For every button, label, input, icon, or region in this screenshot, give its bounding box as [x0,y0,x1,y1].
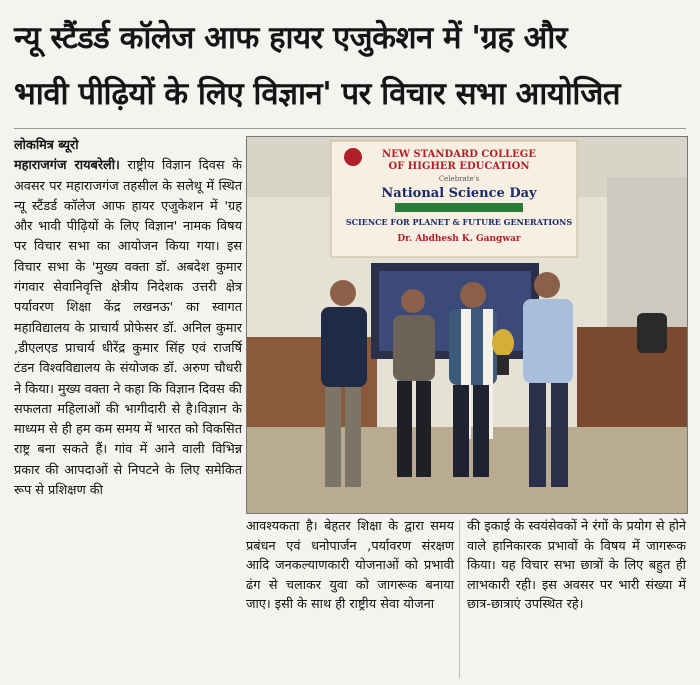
article-column-3 [467,517,686,615]
headline-line-2: भावी पीढ़ियों के लिए विज्ञान' पर विचार सभा आयोजित [14,76,621,112]
article-column-2 [246,517,454,615]
event-photo [246,136,688,514]
banner-college-line-1: NEW STANDARD COLLEGE [382,149,536,160]
event-photo-illustration [247,137,687,513]
banner-theme: SCIENCE FOR PLANET & FUTURE GENERATIONS [345,217,573,227]
banner-college-line-2: OF HIGHER EDUCATION [388,161,530,172]
banner-event-title: National Science Day [381,186,537,201]
article-column-1 [14,136,242,501]
column-1-body: राष्ट्रीय विज्ञान दिवस के अवसर पर महाराजगंज तहसील के सलेथू में स्थित न्यू स्टैंडर्ड कॉलेज आफ हायर एजुकेशन में 'ग्रह और भावी पीढ़ियों के लिए विज्ञान' नामक विषय पर विचार सभा का आयोजन किया गया। इस विचार सभा के 'मुख्य वक्ता डॉ. अबदेश कुमार गंगवार सेवानिवृत्ति क्षेत्रीय निदेशक उत्तरी क्षेत्र पर्यावरण शिक्षा केंद्र लखनऊ' का स्वागत महाविद्यालय के प्राचार्य प्रोफेसर डॉ. अनिल कुमार ,डीएलएड प्राचार्य धीरेंद्र कुमार सिंह एवं राजर्षि टंडन विश्वविद्यालय के संयोजक डॉ. अरुण चौधरी ने किया। मुख्य वक्ता ने कहा कि विज्ञान दिवस की सफलता महिलाओं की भागीदारी से है।विज्ञान के माध्यम से ही हम कम समय में भारत को विकसित राष्ट्र बना सकते हैं। गांव में आने वाली विभिन्न प्रकार की आपदाओं से निपटने के लिए समेकित रूप से प्रशिक्षण की [14,158,242,499]
byline: लोकमित्र ब्यूरो [14,138,79,153]
backpack [637,313,667,353]
dateline: महाराजगंज रायबरेली। [14,158,120,174]
column-2-body: आवश्यकता है। बेहतर शिक्षा के द्वारा समय प्रबंधन एवं धनोपार्जन ,पर्यावरण संरक्षण आदि जनकल्याणकारी योजनाओं को प्रभावी ढंग से चलाकर युवा को जागरूक बनाया जाए। इसी के साथ ही राष्ट्रीय सेवा योजना [246,519,454,612]
column-divider [459,520,460,678]
headline-line-1: न्यू स्टैंडर्ड कॉलेज आफ हायर एजुकेशन में 'ग्रह और [14,20,568,56]
banner-celebrate: Celebrate's [438,175,480,183]
headline [14,10,690,122]
column-3-body: की इकाई के स्वयंसेवकों ने रंगों के प्रयोग से होने वाले हानिकारक प्रभावों के विषय में जागरूक किया। यह विचार सभा छात्रों के लिए बहुत ही लाभकारी रही। इस अवसर पर भारी संख्या में छात्र-छात्राएं उपस्थित रहे। [467,519,686,612]
banner-speaker: Dr. Abdhesh K. Gangwar [397,234,521,244]
headline-rule [14,128,686,129]
